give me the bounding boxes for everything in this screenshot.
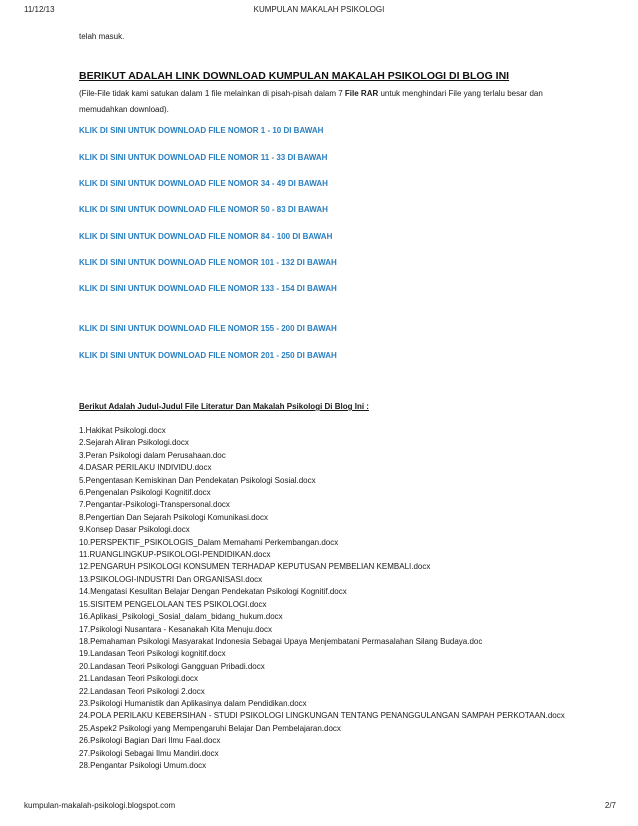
note-text-before: (File-File tidak kami satukan dalam 1 file melainkan di pisah-pisah dalam 7 bbox=[79, 89, 345, 98]
list-item: 16.Aplikasi_Psikologi_Sosial_dalam_bidang_hukum.docx bbox=[79, 612, 283, 622]
print-footer-url: kumpulan-makalah-psikologi.blogspot.com bbox=[24, 801, 176, 810]
list-item: 24.POLA PERILAKU KEBERSIHAN - STUDI PSIKOLOGI LINGKUNGAN TENTANG PENANGGULANGAN SAMPAH PERKOTAAN.docx bbox=[79, 711, 565, 721]
download-link-7[interactable]: KLIK DI SINI UNTUK DOWNLOAD FILE NOMOR 133 - 154 DI BAWAH bbox=[79, 284, 337, 293]
list-item: 25.Aspek2 Psikologi yang Mempengaruhi Belajar Dan Pembelajaran.docx bbox=[79, 723, 341, 733]
list-item: 3.Peran Psikologi dalam Perusahaan.doc bbox=[79, 450, 226, 460]
intro-text: telah masuk. bbox=[79, 32, 125, 41]
list-item: 5.Pengentasan Kemiskinan Dan Pendekatan Psikologi Sosial.docx bbox=[79, 475, 316, 485]
list-item: 19.Landasan Teori Psikologi kognitif.docx bbox=[79, 649, 226, 659]
download-link-1[interactable]: KLIK DI SINI UNTUK DOWNLOAD FILE NOMOR 1 - 10 DI BAWAH bbox=[79, 126, 324, 135]
print-title: KUMPULAN MAKALAH PSIKOLOGI bbox=[253, 5, 385, 14]
list-item: 10.PERSPEKTIF_PSIKOLOGIS_Dalam Memahami Perkembangan.docx bbox=[79, 537, 339, 547]
download-link-5[interactable]: KLIK DI SINI UNTUK DOWNLOAD FILE NOMOR 84 - 100 DI BAWAH bbox=[79, 232, 333, 241]
list-item: 23.Psikologi Humanistik dan Aplikasinya dalam Pendidikan.docx bbox=[79, 698, 307, 708]
list-item: 1.Hakikat Psikologi.docx bbox=[79, 426, 166, 435]
list-item: 2.Sejarah Aliran Psikologi.docx bbox=[79, 438, 189, 448]
download-link-8[interactable]: KLIK DI SINI UNTUK DOWNLOAD FILE NOMOR 155 - 200 DI BAWAH bbox=[79, 324, 337, 333]
list-item: 28.Pengantar Psikologi Umum.docx bbox=[79, 760, 207, 770]
list-item: 27.Psikologi Sebagai Ilmu Mandiri.docx bbox=[79, 748, 219, 758]
list-item: 20.Landasan Teori Psikologi Gangguan Pribadi.docx bbox=[79, 661, 265, 671]
print-date: 11/12/13 bbox=[24, 5, 55, 14]
files-heading: Berikut Adalah Judul-Judul File Literatur Dan Makalah Psikologi Di Blog Ini : bbox=[79, 402, 369, 411]
list-item: 14.Mengatasi Kesulitan Belajar Dengan Pendekatan Psikologi Kognitif.docx bbox=[79, 587, 347, 597]
download-link-3[interactable]: KLIK DI SINI UNTUK DOWNLOAD FILE NOMOR 34 - 49 DI BAWAH bbox=[79, 179, 328, 188]
list-item: 11.RUANGLINGKUP-PSIKOLOGI-PENDIDIKAN.docx bbox=[79, 550, 271, 560]
list-item: 26.Psikologi Bagian Dari Ilmu Faal.docx bbox=[79, 736, 221, 746]
print-page-number: 2/7 bbox=[604, 801, 616, 810]
list-item: 6.Pengenalan Psikologi Kognitif.docx bbox=[79, 488, 211, 498]
note-text-bold: File RAR bbox=[344, 89, 379, 98]
list-item: 22.Landasan Teori Psikologi 2.docx bbox=[79, 686, 205, 696]
list-item: 9.Konsep Dasar Psikologi.docx bbox=[79, 525, 190, 535]
list-item: 17.Psikologi Nusantara - Kesanakah Kita Menuju.docx bbox=[79, 624, 272, 634]
list-item: 4.DASAR PERILAKU INDIVIDU.docx bbox=[79, 463, 212, 473]
download-heading: BERIKUT ADALAH LINK DOWNLOAD KUMPULAN MAKALAH PSIKOLOGI DI BLOG INI bbox=[79, 70, 510, 82]
list-item: 8.Pengertian Dan Sejarah Psikologi Komunikasi.docx bbox=[79, 512, 268, 522]
download-link-4[interactable]: KLIK DI SINI UNTUK DOWNLOAD FILE NOMOR 50 - 83 DI BAWAH bbox=[79, 205, 328, 214]
list-item: 18.Pemahaman Psikologi Masyarakat Indonesia Sebagai Upaya Menjembatani Permasalahan Silang Budaya.doc bbox=[79, 636, 483, 646]
download-link-9[interactable]: KLIK DI SINI UNTUK DOWNLOAD FILE NOMOR 201 - 250 DI BAWAH bbox=[79, 351, 337, 360]
list-item: 7.Pengantar-Psikologi-Transpersonal.docx bbox=[79, 500, 230, 510]
note-text-after: untuk menghindari File yang terlalu besar dan memudahkan download). bbox=[79, 89, 543, 114]
list-item: 12.PENGARUH PSIKOLOGI KONSUMEN TERHADAP KEPUTUSAN PEMBELIAN KEMBALI.docx bbox=[79, 562, 431, 572]
download-note bbox=[79, 86, 579, 117]
download-link-2[interactable]: KLIK DI SINI UNTUK DOWNLOAD FILE NOMOR 11 - 33 DI BAWAH bbox=[79, 153, 328, 162]
download-link-6[interactable]: KLIK DI SINI UNTUK DOWNLOAD FILE NOMOR 101 - 132 DI BAWAH bbox=[79, 258, 337, 267]
list-item: 21.Landasan Teori Psikologi.docx bbox=[79, 674, 199, 684]
list-item: 13.PSIKOLOGI-INDUSTRI Dan ORGANISASI.docx bbox=[79, 574, 263, 584]
file-list bbox=[79, 425, 599, 772]
list-item: 15.SISITEM PENGELOLAAN TES PSIKOLOGI.docx bbox=[79, 599, 267, 609]
